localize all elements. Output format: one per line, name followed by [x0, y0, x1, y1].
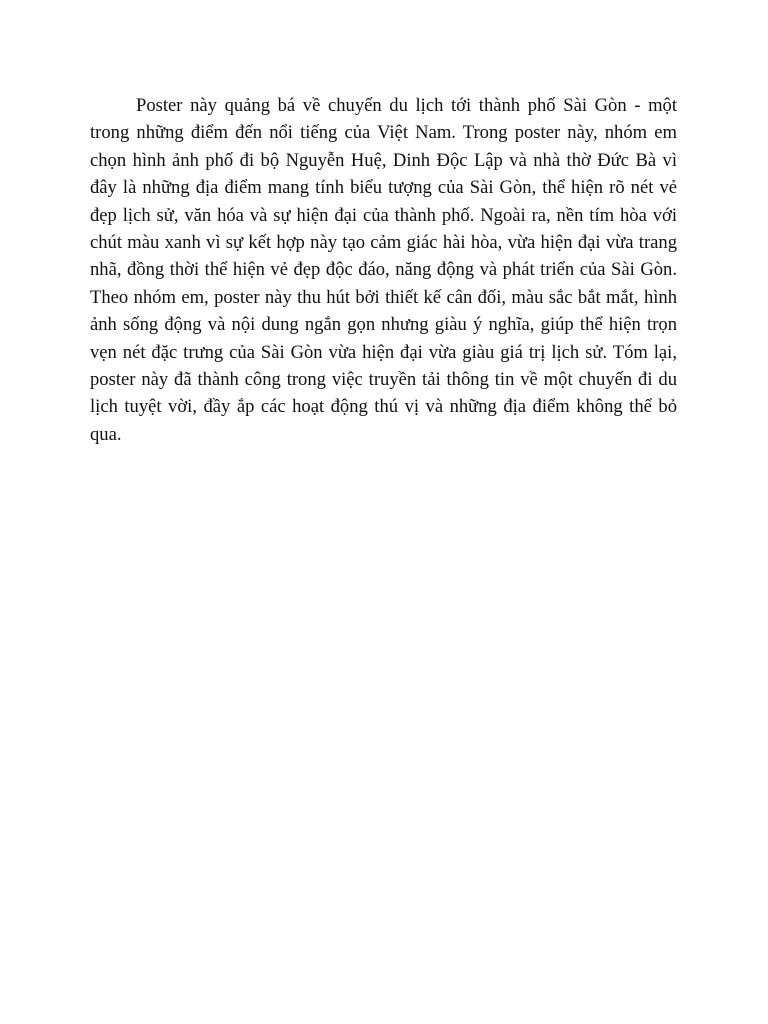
body-paragraph: Poster này quảng bá về chuyến du lịch tới thành phố Sài Gòn - một trong những điểm đến nổi tiếng của Việt Nam. Trong poster này, nhóm em chọn hình ảnh phố đi bộ Nguyễn Huệ, Dinh Độc Lập và nhà thờ Đức Bà vì đây là những địa điểm mang tính biểu tượng của Sài Gòn, thể hiện rõ nét vẻ đẹp lịch sử, văn hóa và sự hiện đại của thành phố. Ngoài ra, nền tím hòa với chút màu xanh vì sự kết hợp này tạo cảm giác hài hòa, vừa hiện đại vừa trang nhã, đồng thời thể hiện vẻ đẹp độc đáo, năng động và phát triển của Sài Gòn. Theo nhóm em, poster này thu hút bởi thiết kế cân đối, màu sắc bắt mắt, hình ảnh sống động và nội dung ngắn gọn nhưng giàu ý nghĩa, giúp thể hiện trọn vẹn nét đặc trưng của Sài Gòn vừa hiện đại vừa giàu giá trị lịch sử. Tóm lại, poster này đã thành công trong việc truyền tải thông tin về một chuyến đi du lịch tuyệt vời, đầy ắp các hoạt động thú vị và những địa điểm không thể bỏ qua. [90, 95, 677, 445]
